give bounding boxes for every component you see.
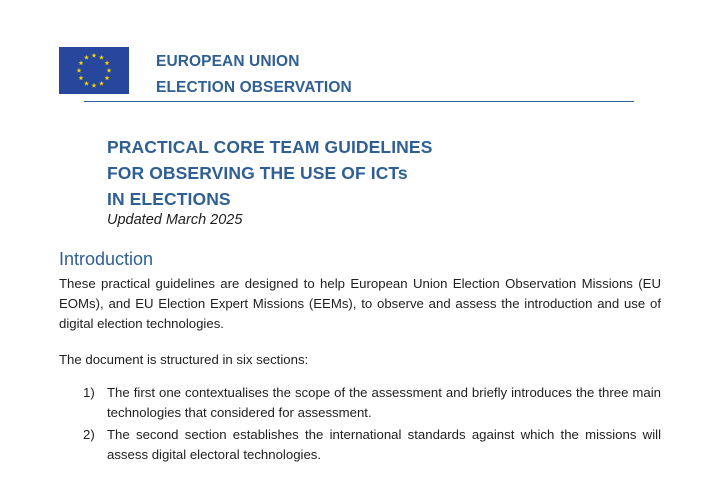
eu-flag-icon — [59, 47, 129, 94]
introduction-heading: Introduction — [59, 249, 154, 269]
list-item — [59, 383, 661, 423]
org-name-line-1: EUROPEAN UNION — [156, 53, 300, 70]
document-title-line-2: FOR OBSERVING THE USE OF ICTs — [107, 163, 408, 183]
header-divider — [84, 101, 634, 102]
intro-paragraph-2: The document is structured in six sections: — [59, 352, 309, 367]
list-item-text: The second section establishes the international standards against which the missions will assess digital electoral technologies. — [107, 427, 661, 462]
document-title-line-1: PRACTICAL CORE TEAM GUIDELINES — [107, 137, 433, 157]
document-title-line-3: IN ELECTIONS — [107, 189, 231, 209]
intro-paragraph-1: These practical guidelines are designed to help European Union Election Observation Missions (EU EOMs), and EU Election Expert Missions (EEMs), to observe and assess the introduction and use of digital election technologies. — [59, 276, 661, 331]
list-item-number: 1) — [83, 385, 95, 400]
list-item-number: 2) — [83, 427, 95, 442]
list-item — [59, 425, 661, 465]
sections-list — [59, 383, 661, 467]
updated-date: Updated March 2025 — [107, 212, 243, 228]
list-item-text: The first one contextualises the scope of the assessment and briefly introduces the three main technologies that considered for assessment. — [107, 385, 661, 420]
org-name-line-2: ELECTION OBSERVATION — [156, 79, 352, 96]
